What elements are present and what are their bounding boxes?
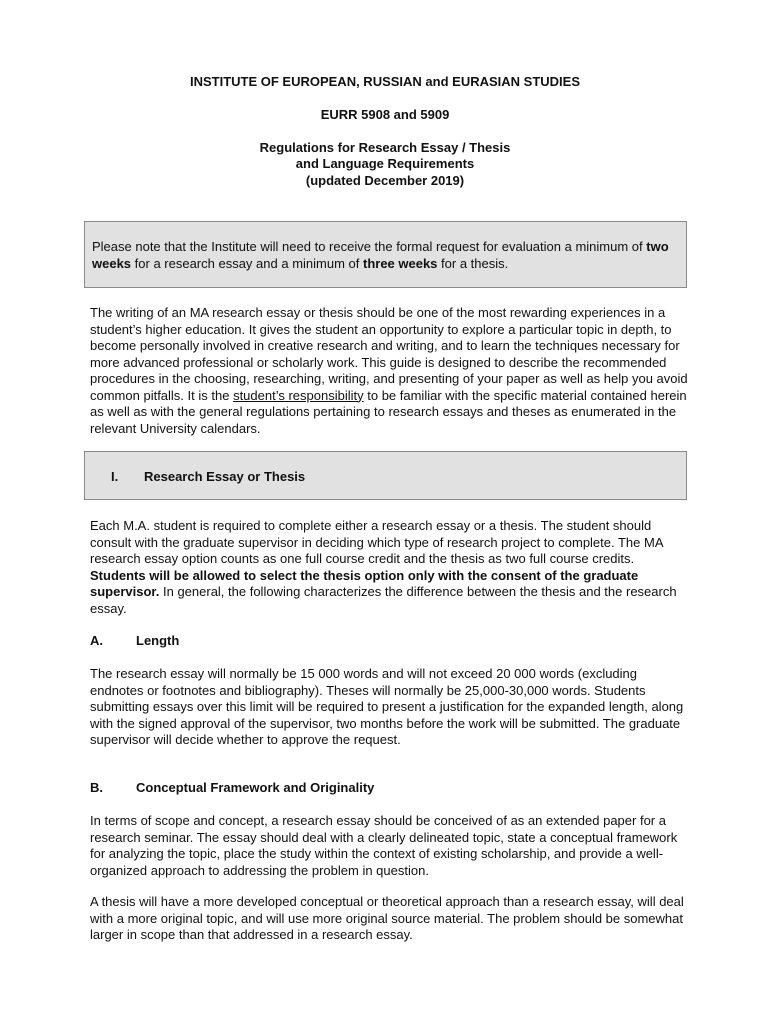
section-1-title: Research Essay or Thesis: [144, 469, 306, 484]
title-line-3: (updated December 2019): [305, 173, 465, 188]
section-1-paragraph: Each M.A. student is required to complete either a research essay or a thesis. The student should consult with the graduate supervisor in deciding which type of research project to complete. The MA research essay option counts as one full course credit and the thesis as two full course credits. Students will be allowed to select the thesis option only with the consent of the graduate supervisor. In general, the following characterizes the difference between the thesis and the research essay.: [90, 518, 677, 616]
section-a-letter: A.: [90, 633, 103, 648]
section-1-heading-box: [84, 451, 687, 500]
deadline-notice-box: [84, 221, 687, 288]
title-line-1: Regulations for Research Essay / Thesis: [259, 140, 511, 155]
section-b-title: Conceptual Framework and Originality: [136, 780, 375, 795]
responsibility-underline: student’s responsibility: [233, 387, 364, 403]
section-b-letter: B.: [90, 780, 103, 795]
section-a-paragraph: The research essay will normally be 15 000 words and will not exceed 20 000 words (excluding endnotes or footnotes and bibliography). Theses will normally be 25,000-30,000 words. Students submitting essays over this limit will be required to present a justification for the expanded length, along with the signed approval of the supervisor, two months before the work will be submitted. The graduate supervisor will decide whether to approve the request.: [90, 666, 684, 747]
institute-heading: INSTITUTE OF EUROPEAN, RUSSIAN and EURASIAN STUDIES: [189, 74, 581, 89]
section-b-paragraph-2: A thesis will have a more developed conceptual or theoretical approach than a research essay, will deal with a more original topic, and will use more original source material. The problem should be somewhat larger in scope than that addressed in a research essay.: [90, 894, 684, 942]
intro-paragraph: The writing of an MA research essay or thesis should be one of the most rewarding experiences in a student’s higher education. It gives the student an opportunity to explore a particular topic in depth, to become personally involved in creative research and writing, and to learn the techniques necessary for more advanced professional or scholarly work. This guide is designed to describe the recommended procedures in the choosing, researching, writing, and presenting of your paper as well as help you avoid common pitfalls. It is the student’s responsibility to be familiar with the specific material contained herein as well as with the general regulations pertaining to research essays and theses as enumerated in the relevant University calendars.: [90, 305, 688, 436]
course-code: EURR 5908 and 5909: [320, 107, 450, 122]
title-line-2: and Language Requirements: [295, 156, 475, 171]
section-1-number: I.: [111, 469, 119, 484]
deadline-notice-text: Please note that the Institute will need to receive the formal request for evaluation a minimum of two weeks for a research essay and a minimum of three weeks for a thesis.: [92, 239, 669, 271]
section-a-title: Length: [136, 633, 180, 648]
section-b-paragraph-1: In terms of scope and concept, a research essay should be conceived of as an extended paper for a research seminar. The essay should deal with a clearly delineated topic, state a conceptual framework for analyzing the topic, place the study within the context of existing scholarship, and provide a well-organized approach to addressing the problem in question.: [90, 813, 678, 878]
